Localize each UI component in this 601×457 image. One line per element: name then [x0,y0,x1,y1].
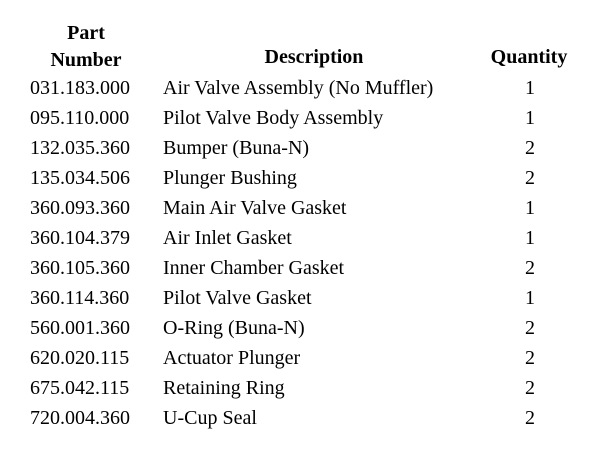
table-row [0,193,601,223]
table-row [0,403,601,433]
part-number-cell: 360.093.360 [30,197,130,219]
quantity-cell: 2 [525,167,535,189]
description-cell: Pilot Valve Gasket [163,287,312,309]
quantity-cell: 1 [525,287,535,309]
header-part-line1: Part [67,22,105,44]
quantity-cell: 1 [525,227,535,249]
quantity-cell: 2 [525,317,535,339]
table-row [0,103,601,133]
table-row [0,133,601,163]
part-number-cell: 360.104.379 [30,227,130,249]
table-header [0,0,601,78]
table-row [0,373,601,403]
header-quantity: Quantity [490,46,568,68]
part-number-cell: 132.035.360 [30,137,130,159]
part-number-cell: 720.004.360 [30,407,130,429]
quantity-cell: 2 [525,257,535,279]
part-number-cell: 360.114.360 [30,287,130,309]
description-cell: Air Inlet Gasket [163,227,292,249]
description-cell: Main Air Valve Gasket [163,197,347,219]
part-number-cell: 031.183.000 [30,77,130,99]
description-cell: Inner Chamber Gasket [163,257,345,279]
part-number-cell: 095.110.000 [30,107,130,129]
table-row [0,163,601,193]
table-body [0,73,601,433]
part-number-cell: 135.034.506 [30,167,130,189]
part-number-cell: 620.020.115 [30,347,130,369]
table-row [0,343,601,373]
part-number-cell: 360.105.360 [30,257,130,279]
table-row [0,223,601,253]
quantity-cell: 2 [525,347,535,369]
description-cell: O-Ring (Buna-N) [163,317,305,339]
quantity-cell: 1 [525,107,535,129]
description-cell: Bumper (Buna-N) [163,137,310,159]
table-row [0,283,601,313]
header-part-line2: Number [50,49,122,71]
quantity-cell: 2 [525,407,535,429]
table-row [0,313,601,343]
description-cell: Actuator Plunger [163,347,301,369]
description-cell: Plunger Bushing [163,167,297,189]
quantity-cell: 1 [525,77,535,99]
quantity-cell: 2 [525,137,535,159]
header-part-number [34,20,138,74]
header-description: Description [264,46,364,68]
part-number-cell: 675.042.115 [30,377,130,399]
quantity-cell: 1 [525,197,535,219]
table-row [0,253,601,283]
part-number-cell: 560.001.360 [30,317,130,339]
quantity-cell: 2 [525,377,535,399]
description-cell: Air Valve Assembly (No Muffler) [163,77,434,99]
description-cell: U-Cup Seal [163,407,257,429]
description-cell: Pilot Valve Body Assembly [163,107,384,129]
table-row [0,73,601,103]
description-cell: Retaining Ring [163,377,285,399]
